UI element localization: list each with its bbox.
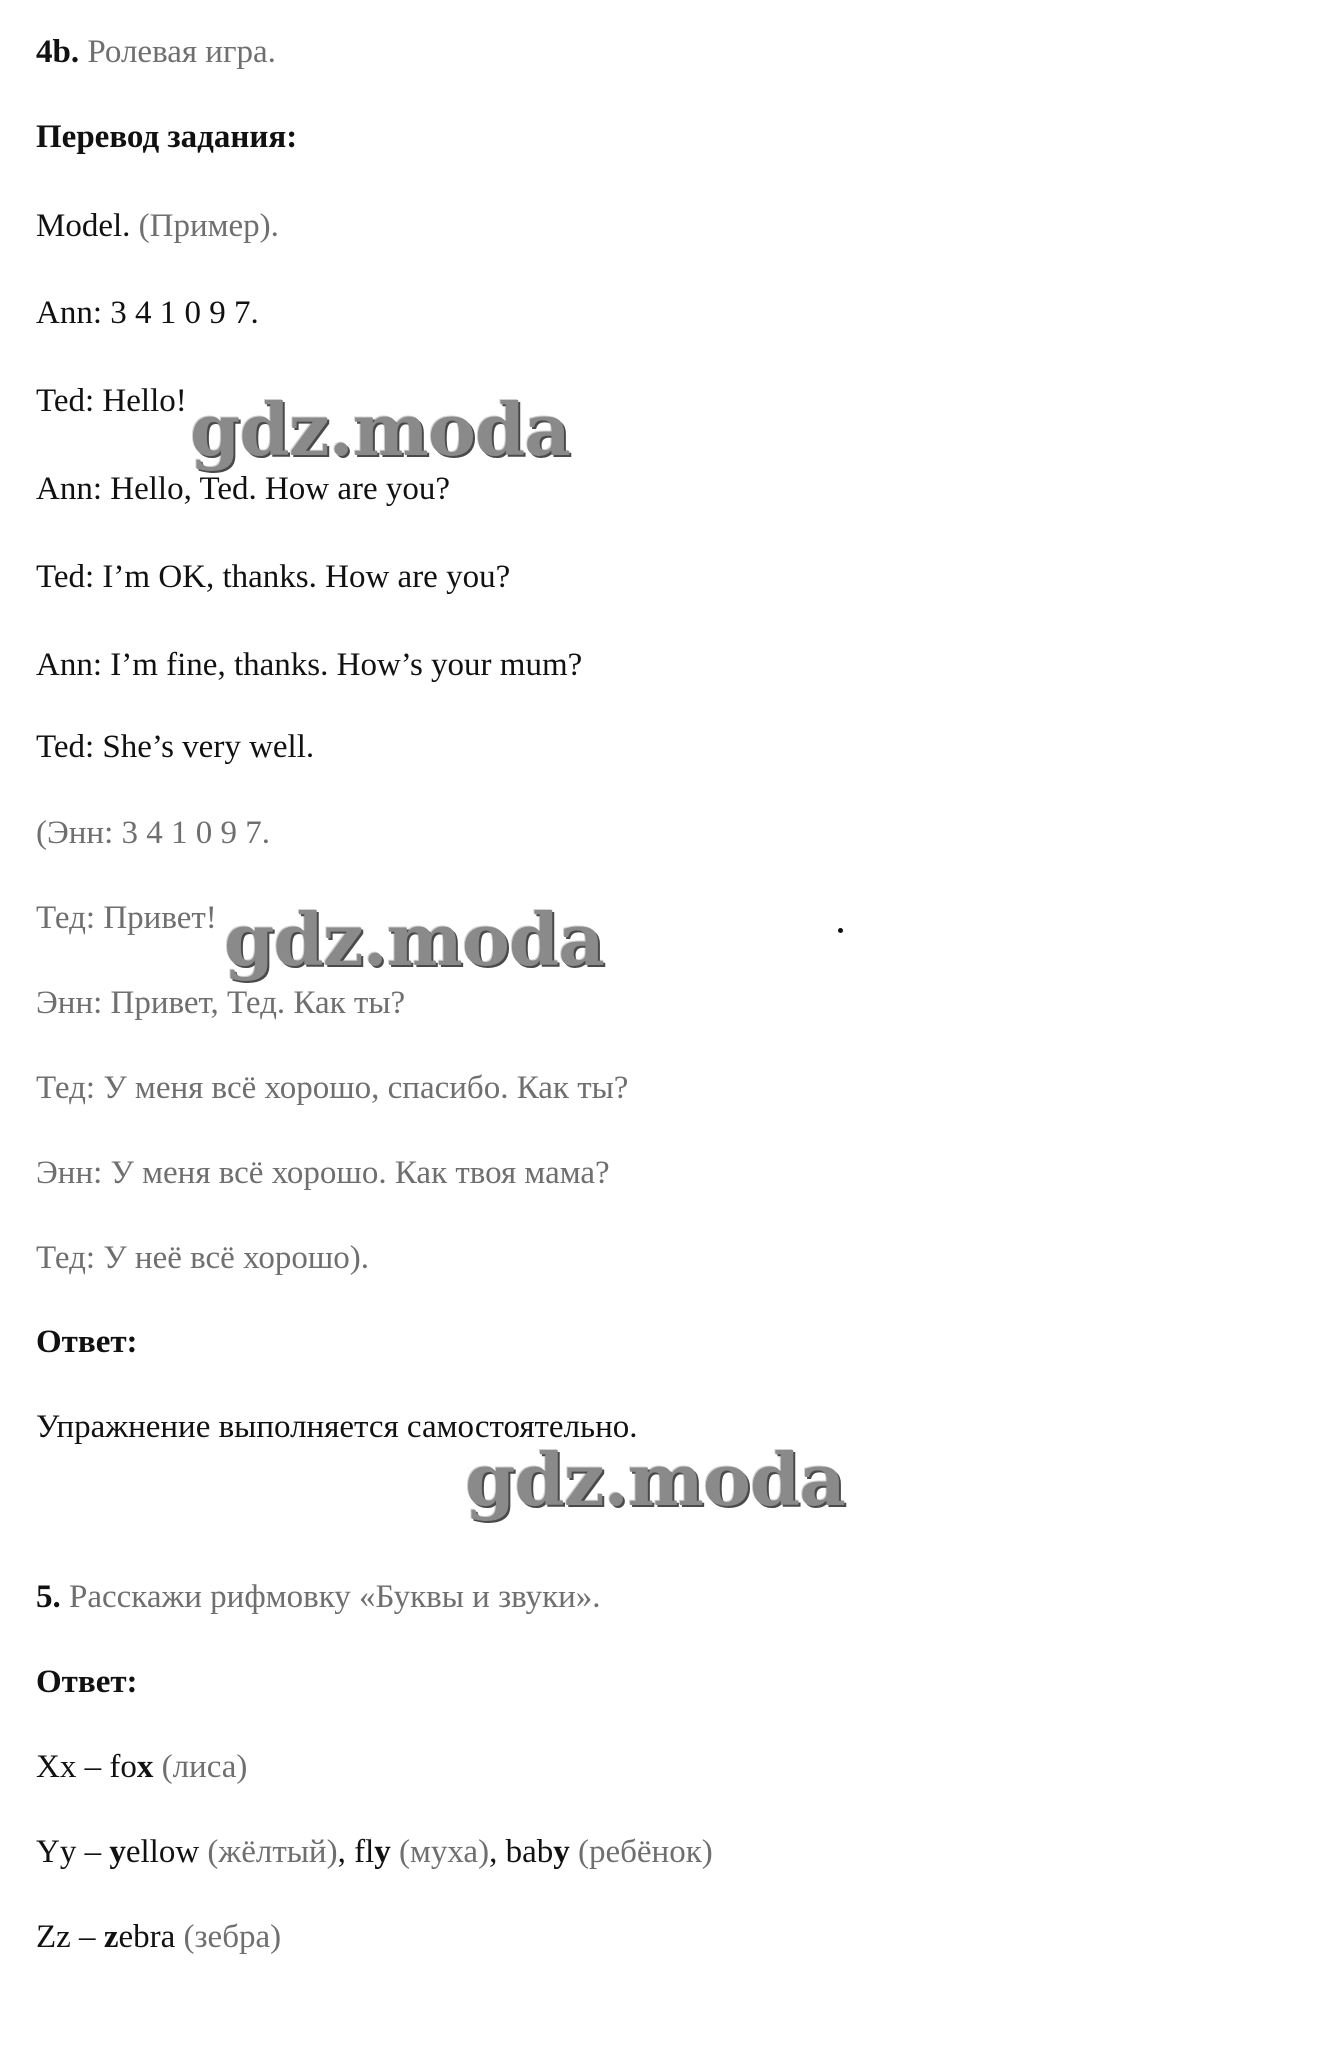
separator: , [337, 1834, 355, 1870]
rhyme-line-y [36, 1832, 713, 1872]
word-part: fo [109, 1749, 137, 1785]
highlight-letter: x [136, 1749, 154, 1785]
model-line [36, 206, 279, 246]
dialog-en-line: Ted: I’m OK, thanks. How are you? [36, 559, 511, 595]
word-part: ebra [118, 1919, 176, 1955]
dialog-en-line: Ted: She’s very well. [36, 729, 315, 765]
letter-pair: Zz – [36, 1919, 104, 1955]
watermark: gdz.moda [465, 1437, 845, 1522]
dialog-ru-line: Тед: У меня всё хорошо, спасибо. Как ты? [36, 1070, 629, 1106]
letter-pair: Xx – [36, 1749, 110, 1785]
watermark: gdz.moda [190, 387, 570, 472]
rhyme-line-x [36, 1747, 247, 1787]
exercise-title: Ролевая игра. [87, 34, 276, 70]
rhyme-line-z [36, 1917, 281, 1957]
highlight-letter: y [109, 1834, 126, 1870]
word-translation: (муха) [390, 1834, 490, 1870]
dialog-en-line: Ann: I’m fine, thanks. How’s your mum? [36, 647, 583, 683]
stray-dot [838, 928, 843, 933]
answer-label: Ответ: [36, 1324, 138, 1360]
word-translation: (зебра) [175, 1919, 282, 1955]
dialog-ru-line: Тед: Привет! [36, 900, 217, 936]
dialog-ru-line: Энн: Привет, Тед. Как ты? [36, 985, 406, 1021]
highlight-letter: y [374, 1834, 391, 1870]
separator: , [489, 1834, 506, 1870]
highlight-letter: z [103, 1919, 119, 1955]
model-en: Model. [36, 208, 131, 244]
word-translation: (жёлтый) [199, 1834, 338, 1870]
dialog-ru-line: (Энн: 3 4 1 0 9 7. [36, 815, 271, 851]
dialog-en-line: Ted: Hello! [36, 383, 187, 419]
dialog-en-line: Ann: Hello, Ted. How are you? [36, 471, 451, 507]
word-part: fl [354, 1834, 375, 1870]
translation-heading: Перевод задания: [36, 119, 298, 155]
word-translation: (ребёнок) [569, 1834, 713, 1870]
dialog-ru-line: Тед: У неё всё хорошо). [36, 1240, 369, 1276]
word-part: bab [505, 1834, 554, 1870]
exercise-number: 5. [36, 1579, 61, 1615]
exercise-4b-header [36, 32, 276, 72]
dialog-en-line: Ann: 3 4 1 0 9 7. [36, 295, 259, 331]
highlight-letter: y [553, 1834, 570, 1870]
exercise-title: Расскажи рифмовку «Буквы и звуки». [69, 1579, 601, 1615]
letter-pair: Yy – [36, 1834, 110, 1870]
exercise-number: 4b. [36, 34, 80, 70]
model-ru: (Пример). [138, 208, 279, 244]
exercise-5-header [36, 1577, 601, 1617]
word-part: ellow [125, 1834, 200, 1870]
answer-label: Ответ: [36, 1664, 138, 1700]
word-translation: (лиса) [153, 1749, 248, 1785]
watermark: gdz.moda [224, 897, 604, 982]
answer-text: Упражнение выполняется самостоятельно. [36, 1409, 638, 1445]
dialog-ru-line: Энн: У меня всё хорошо. Как твоя мама? [36, 1155, 610, 1191]
